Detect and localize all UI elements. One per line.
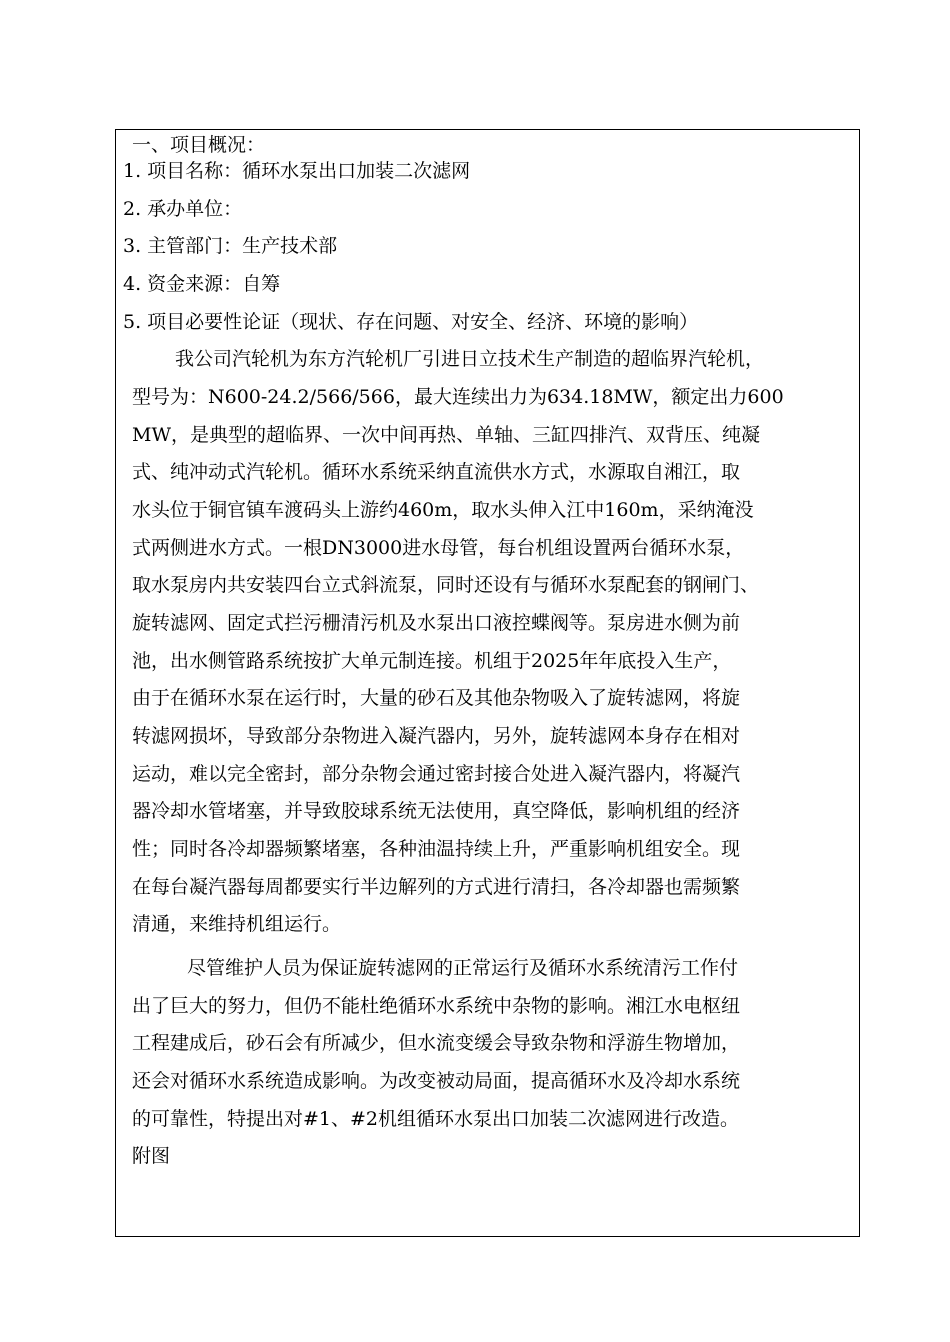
overview-heading: 一、项目概况： [132,134,266,156]
paragraph1-line: 在每台凝汽器每周都要实行半边解列的方式进行清扫，各冷却器也需频繁 [132,876,741,898]
paragraph1-line: 式、纯冲动式汽轮机。循环水系统采纳直流供水方式，水源取自湘江，取 [132,461,741,483]
paragraph1-line: 器冷却水管堵塞，并导致胶球系统无法使用，真空降低，影响机组的经济 [132,800,741,822]
item-funding: 4. 资金来源：自筹 [123,273,281,295]
paragraph1-line: MW，是典型的超临界、一次中间再热、单轴、三缸四排汽、双背压、纯凝 [132,424,760,446]
item-organizer: 2. 承办单位： [123,198,243,220]
paragraph1-line: 池，出水侧管路系统按扩大单元制连接。机组于2025年年底投入生产， [132,650,732,672]
paragraph2-line: 的可靠性，特提出对#1、#2机组循环水泵出口加装二次滤网进行改造。 [132,1108,740,1130]
paragraph1-line: 运动，难以完全密封，部分杂物会通过密封接合处进入凝汽器内，将凝汽 [132,763,741,785]
paragraph2-line: 工程建成后，砂石会有所减少，但水流变缓会导致杂物和浮游生物增加， [132,1032,741,1054]
paragraph1-line: 水头位于铜官镇车渡码头上游约460m，取水头伸入江中160m，采纳淹没 [132,499,754,521]
paragraph1-line: 由于在循环水泵在运行时，大量的砂石及其他杂物吸入了旋转滤网，将旋 [132,687,741,709]
attachment-label: 附图 [132,1145,171,1167]
paragraph1-line: 我公司汽轮机为东方汽轮机厂引进日立技术生产制造的超临界汽轮机， [175,348,765,370]
paragraph1-line: 式两侧进水方式。一根DN3000进水母管，每台机组设置两台循环水泵， [132,537,745,559]
paragraph1-line: 型号为：N600-24.2/566/566，最大连续出力为634.18MW，额定出力600 [132,386,784,408]
paragraph1-line: 转滤网损坏，导致部分杂物进入凝汽器内，另外，旋转滤网本身存在相对 [132,725,741,747]
paragraph1-line: 取水泵房内共安装四台立式斜流泵，同时还设有与循环水泵配套的钢闸门、 [132,574,760,596]
item-necessity: 5. 项目必要性论证（现状、存在问题、对安全、经济、环境的影响） [123,311,699,333]
item-project-name: 1. 项目名称：循环水泵出口加装二次滤网 [123,160,471,182]
paragraph1-line: 性；同时各冷却器频繁堵塞，各种油温持续上升，严重影响机组安全。现 [132,838,741,860]
paragraph2-line: 尽管维护人员为保证旋转滤网的正常运行及循环水系统清污工作付 [187,957,739,979]
paragraph1-line: 清通，来维持机组运行。 [132,913,342,935]
paragraph2-line: 出了巨大的努力，但仍不能杜绝循环水系统中杂物的影响。湘江水电枢纽 [132,995,741,1017]
paragraph1-line: 旋转滤网、固定式拦污栅清污机及水泵出口液控蝶阀等。泵房进水侧为前 [132,612,741,634]
item-department: 3. 主管部门：生产技术部 [123,235,338,257]
paragraph2-line: 还会对循环水系统造成影响。为改变被动局面，提高循环水及冷却水系统 [132,1070,741,1092]
